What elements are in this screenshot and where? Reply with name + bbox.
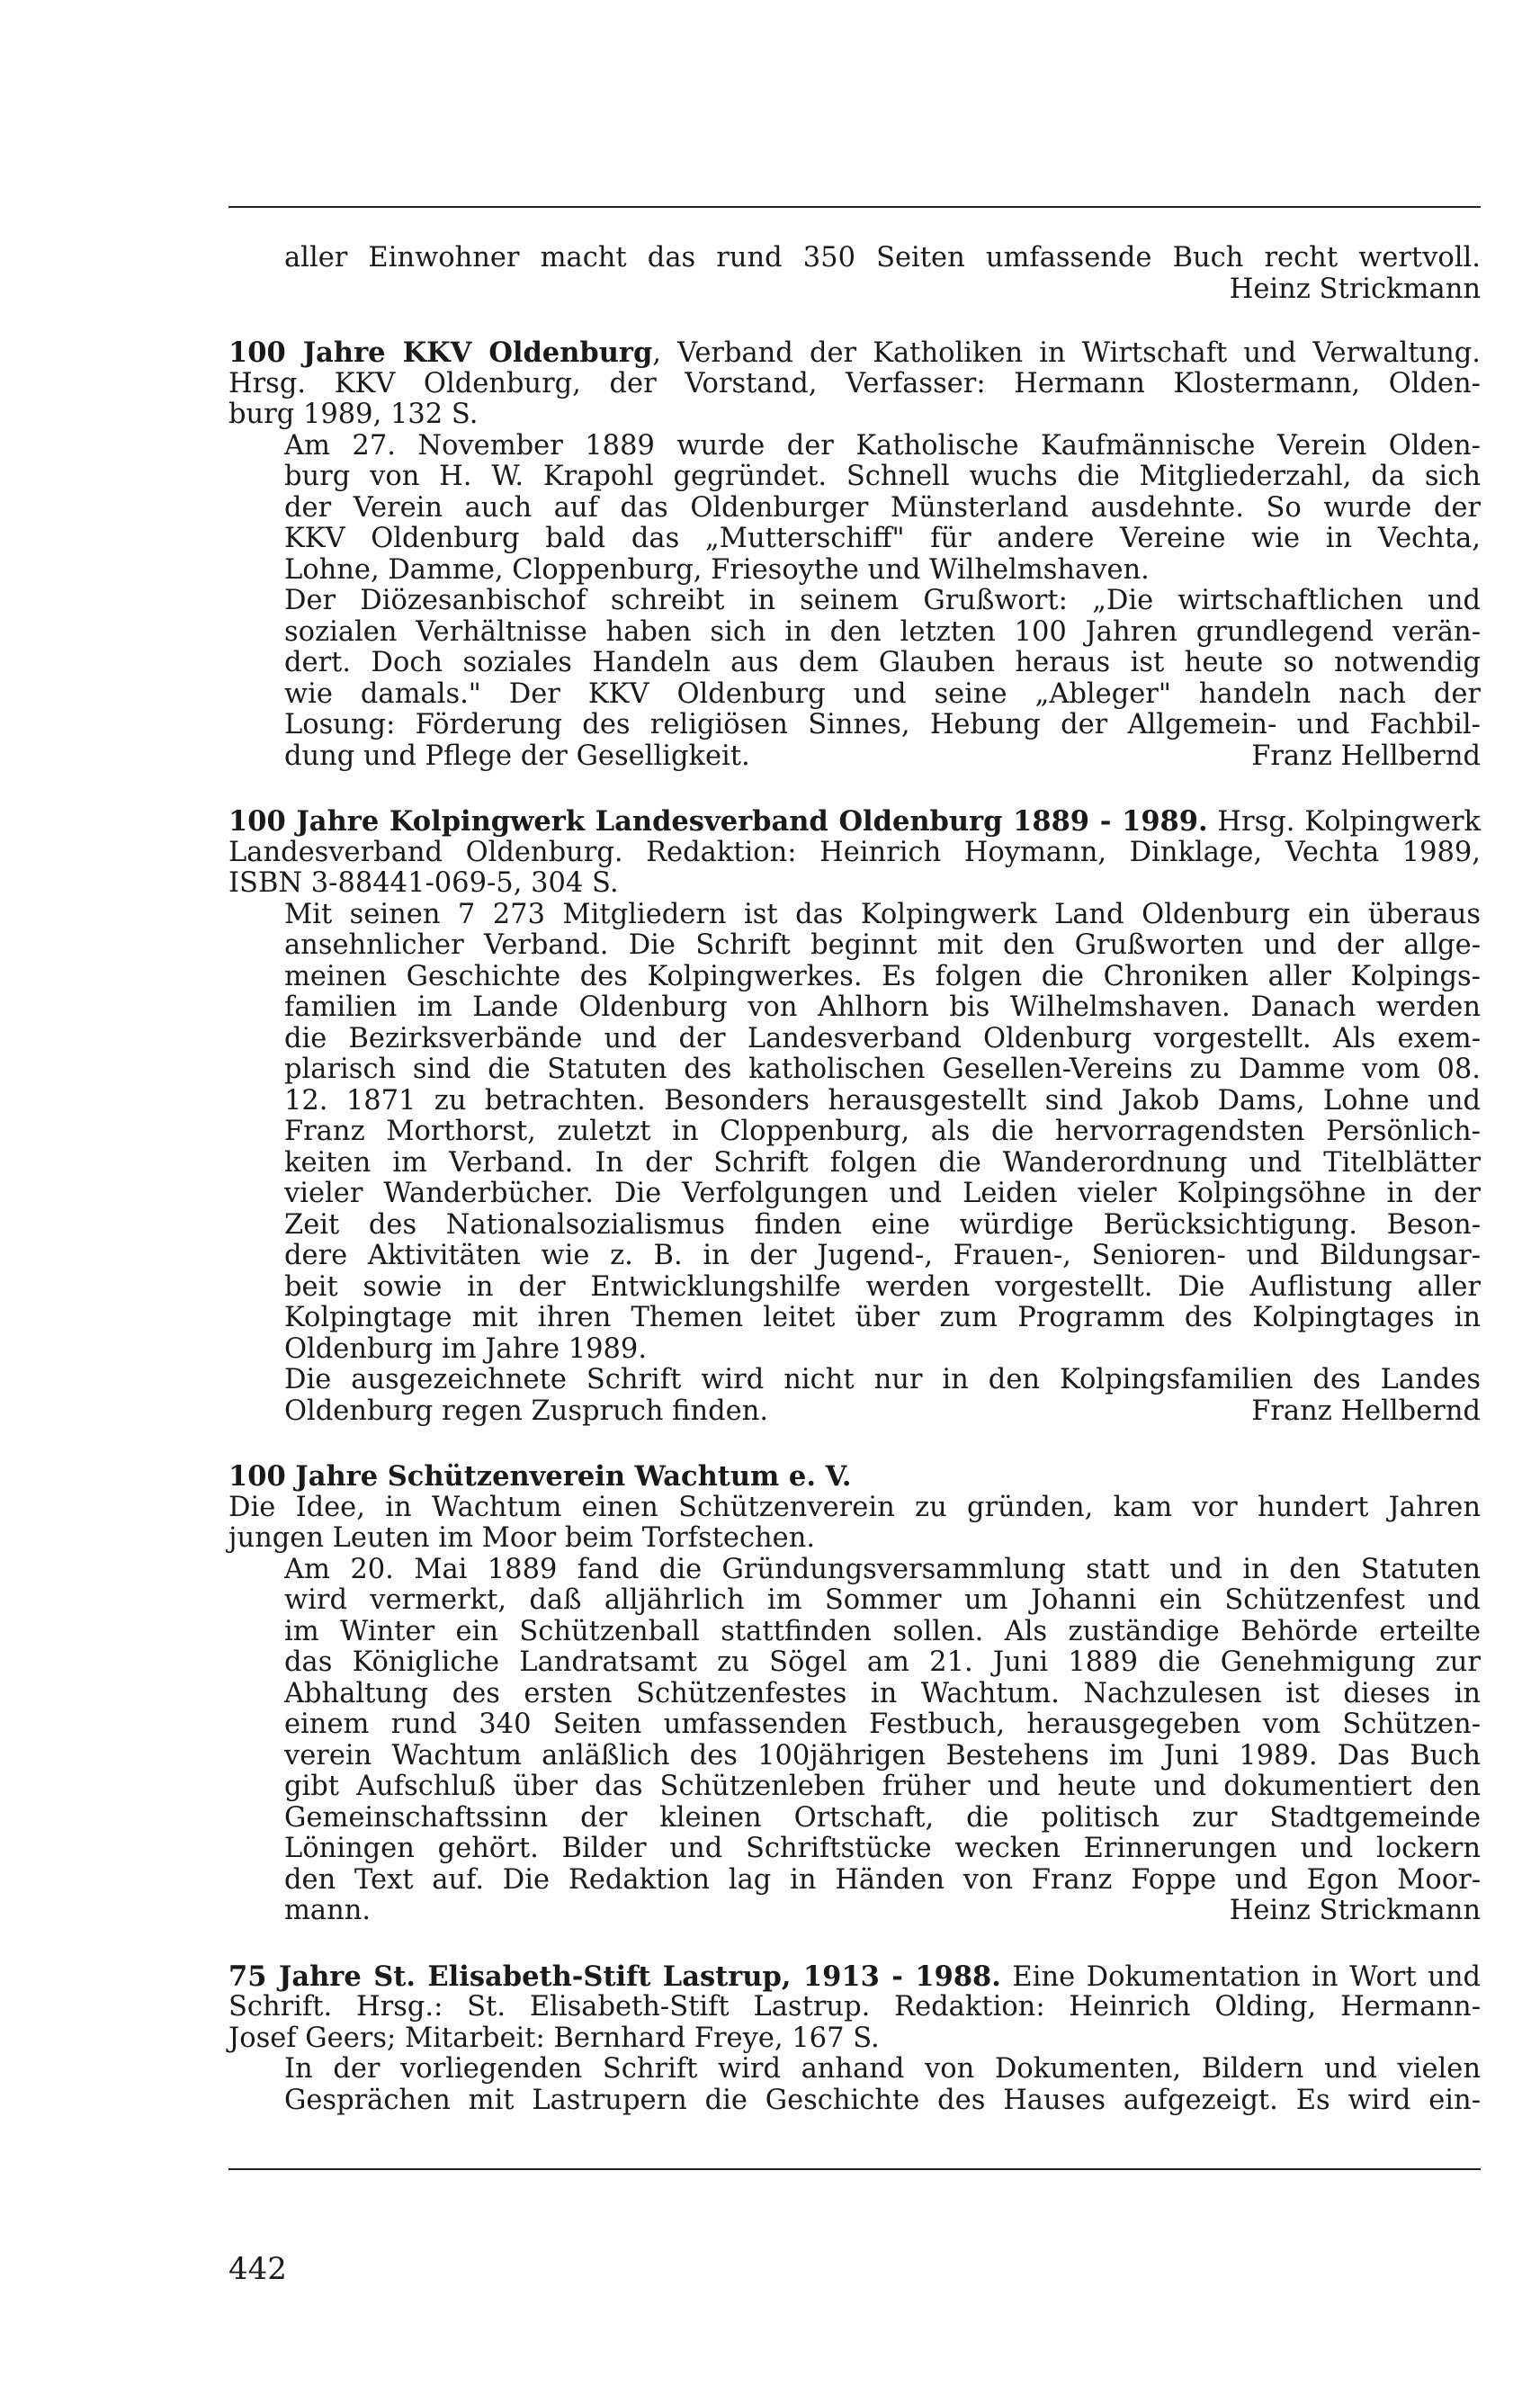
entry2-text-line: vieler Wanderbücher. Die Verfolgungen und Leiden vieler Kolpingsöhne in der xyxy=(284,1178,1481,1209)
entry1-text-line: dert. Doch soziales Handeln aus dem Glauben heraus ist heute so notwendig xyxy=(284,647,1481,678)
entry2-text-line: 12. 1871 zu betrachten. Besonders herausgestellt sind Jakob Dams, Lohne und xyxy=(284,1084,1481,1117)
entry2-text-line: plarisch sind die Statuten des katholischen Gesellen-Vereins zu Damme vom 08. xyxy=(284,1054,1481,1085)
entry2-text-line: Die ausgezeichnete Schrift wird nicht nur in den Kolpingsfamilien des Landes xyxy=(284,1364,1481,1395)
entry2-heading xyxy=(228,806,1481,838)
entry4-text-line: Gesprächen mit Lastrupern die Geschichte des Hauses aufgezeigt. Es wird ein- xyxy=(284,2084,1481,2116)
entry2-biblio-line: Landesverband Oldenburg. Redaktion: Heinrich Hoymann, Dinklage, Vechta 1989, xyxy=(228,836,1481,868)
entry1-signature: Franz Hellbernd xyxy=(1251,740,1481,772)
entry2-title: 100 Jahre Kolpingwerk Landesverband Oldenburg 1889 - 1989. xyxy=(228,805,1208,838)
entry2-text-line: Mit seinen 7 273 Mitgliedern ist das Kolpingwerk Land Oldenburg ein überaus xyxy=(284,898,1481,930)
entry2-text-line: Franz Morthorst, zuletzt in Cloppenburg, als die hervorragendsten Persönlich- xyxy=(284,1116,1481,1147)
entry3-text-line: das Königliche Landratsamt zu Sögel am 21. Juni 1889 die Genehmigung zur xyxy=(284,1646,1481,1678)
entry1-heading xyxy=(228,337,1481,369)
entry1-last-line: dung und Pflege der Geselligkeit. xyxy=(284,740,750,772)
entry2-text-line: familien im Lande Oldenburg von Ahlhorn bis Wilhelmshaven. Danach werden xyxy=(284,991,1481,1023)
carryover-line: aller Einwohner macht das rund 350 Seiten umfassende Buch recht wertvoll. xyxy=(284,242,1481,274)
entry1-text-line: der Verein auch auf das Oldenburger Münsterland ausdehnte. So wurde der xyxy=(284,491,1481,524)
top-rule xyxy=(228,206,1481,208)
entry2-text-line: Kolpingtage mit ihren Themen leitet über zum Programm des Kolpingtages in xyxy=(284,1302,1481,1333)
entry1-text-line: Losung: Förderung des religiösen Sinnes, Hebung der Allgemein- und Fachbil- xyxy=(284,709,1481,740)
entry3-text-line: Am 20. Mai 1889 fand die Gründungsversammlung statt und in den Statuten xyxy=(284,1553,1481,1585)
entry2-text-line: dere Aktivitäten wie z. B. in der Jugend-, Frauen-, Senioren- und Bildungsar- xyxy=(284,1240,1481,1271)
entry4-title: 75 Jahre St. Elisabeth-Stift Lastrup, 1913 - 1988. xyxy=(228,1960,1001,1993)
entry1-title: 100 Jahre KKV Oldenburg xyxy=(228,336,653,369)
entry3-text-line: Abhaltung des ersten Schützenfestes in Wachtum. Nachzulesen ist dieses in xyxy=(284,1677,1481,1709)
entry1-text-line: wie damals." Der KKV Oldenburg und seine „Ableger" handeln nach der xyxy=(284,677,1481,710)
entry2-text-line: die Bezirksverbände und der Landesverband Oldenburg vorgestellt. Als exem- xyxy=(284,1022,1481,1054)
entry2-closing-line xyxy=(228,1396,1481,1428)
entry1-biblio-line: burg 1989, 132 S. xyxy=(228,399,479,430)
entry3-intro-line: jungen Leuten im Moor beim Torfstechen. xyxy=(228,1522,816,1554)
page-number: 442 xyxy=(228,2251,287,2287)
entry3-text-line: im Winter ein Schützenball stattfinden sollen. Als zuständige Behörde erteilte xyxy=(284,1615,1481,1647)
entry3-text-line: Löningen gehört. Bilder und Schriftstücke wecken Erinnerungen und lockern xyxy=(284,1833,1481,1864)
entry2-signature: Franz Hellbernd xyxy=(1251,1395,1481,1427)
entry2-biblio-line: ISBN 3-88441-069-5, 304 S. xyxy=(228,867,619,899)
entry2-text-line: keiten im Verband. In der Schrift folgen die Wanderordnung und Titelblätter xyxy=(284,1146,1481,1179)
entry3-text-line: den Text auf. Die Redaktion lag in Händen von Franz Foppe und Egon Moor- xyxy=(284,1863,1481,1896)
entry3-title: 100 Jahre Schützenverein Wachtum e. V. xyxy=(228,1460,852,1493)
entry3-closing-line xyxy=(228,1896,1481,1927)
entry2-text-line: beit sowie in der Entwicklungshilfe werden vorgestellt. Die Auflistung aller xyxy=(284,1270,1481,1303)
bottom-rule xyxy=(228,2168,1481,2170)
entry2-text-line: Zeit des Nationalsozialismus finden eine würdige Berücksichtigung. Beson- xyxy=(284,1208,1481,1241)
entry2-text-line: ansehnlicher Verband. Die Schrift beginnt mit den Grußworten und der allge- xyxy=(284,929,1481,961)
entry3-intro-line: Die Idee, in Wachtum einen Schützenverein zu gründen, kam vor hundert Jahren xyxy=(228,1491,1481,1523)
entry1-text-line: KKV Oldenburg bald das „Mutterschiff" für andere Vereine wie in Vechta, xyxy=(284,523,1481,554)
entry3-text-line: verein Wachtum anläßlich des 100jährigen Bestehens im Juni 1989. Das Buch xyxy=(284,1739,1481,1772)
entry3-last-line: mann. xyxy=(284,1895,372,1926)
entry3-text-line: wird vermerkt, daß alljährlich im Sommer um Johanni ein Schützenfest und xyxy=(284,1584,1481,1616)
entry1-text-line: sozialen Verhältnisse haben sich in den letzten 100 Jahren grundlegend verän- xyxy=(284,615,1481,648)
entry4-biblio-line: Schrift. Hrsg.: St. Elisabeth-Stift Lastrup. Redaktion: Heinrich Olding, Hermann- xyxy=(228,1991,1481,2023)
entry1-text-line: burg von H. W. Krapohl gegründet. Schnell wuchs die Mitgliederzahl, da sich xyxy=(284,461,1481,492)
entry4-heading-rest: Eine Dokumentation in Wort und xyxy=(1000,1960,1481,1993)
entry3-heading xyxy=(228,1461,1481,1493)
entry1-biblio-line: Hrsg. KKV Oldenburg, der Vorstand, Verfasser: Hermann Klostermann, Olden- xyxy=(228,367,1481,399)
entry3-signature: Heinz Strickmann xyxy=(1229,1895,1481,1926)
carryover-signature: Heinz Strickmann xyxy=(1229,273,1481,305)
entry4-biblio-line: Josef Geers; Mitarbeit: Bernhard Freye, 167 S. xyxy=(228,2022,880,2054)
entry3-text-line: Gemeinschaftssinn der kleinen Ortschaft, die politisch zur Stadtgemeinde xyxy=(284,1801,1481,1834)
entry4-text-line: In der vorliegenden Schrift wird anhand von Dokumenten, Bildern und vielen xyxy=(284,2053,1481,2085)
entry2-text-line: Oldenburg im Jahre 1989. xyxy=(284,1332,648,1365)
entry1-text-line: Lohne, Damme, Cloppenburg, Friesoythe und Wilhelmshaven. xyxy=(284,553,1150,586)
entry1-heading-rest: , Verband der Katholiken in Wirtschaft und Verwaltung. xyxy=(652,337,1481,369)
entry1-text-line: Am 27. November 1889 wurde der Katholische Kaufmännische Verein Olden- xyxy=(284,429,1481,462)
entry1-closing-line xyxy=(228,741,1481,773)
entry4-heading xyxy=(228,1961,1481,1993)
entry2-heading-rest: Hrsg. Kolpingwerk xyxy=(1207,806,1481,838)
entry2-last-line: Oldenburg regen Zuspruch finden. xyxy=(284,1395,769,1427)
entry1-text-line: Der Diözesanbischof schreibt in seinem Grußwort: „Die wirtschaftlichen und xyxy=(284,585,1481,616)
entry2-text-line: meinen Geschichte des Kolpingwerkes. Es folgen die Chroniken aller Kolpings- xyxy=(284,960,1481,992)
entry3-text-line: einem rund 340 Seiten umfassenden Festbuch, herausgegeben vom Schützen- xyxy=(284,1709,1481,1740)
entry3-text-line: gibt Aufschluß über das Schützenleben früher und heute und dokumentiert den xyxy=(284,1771,1481,1802)
page-body xyxy=(228,243,1481,2116)
